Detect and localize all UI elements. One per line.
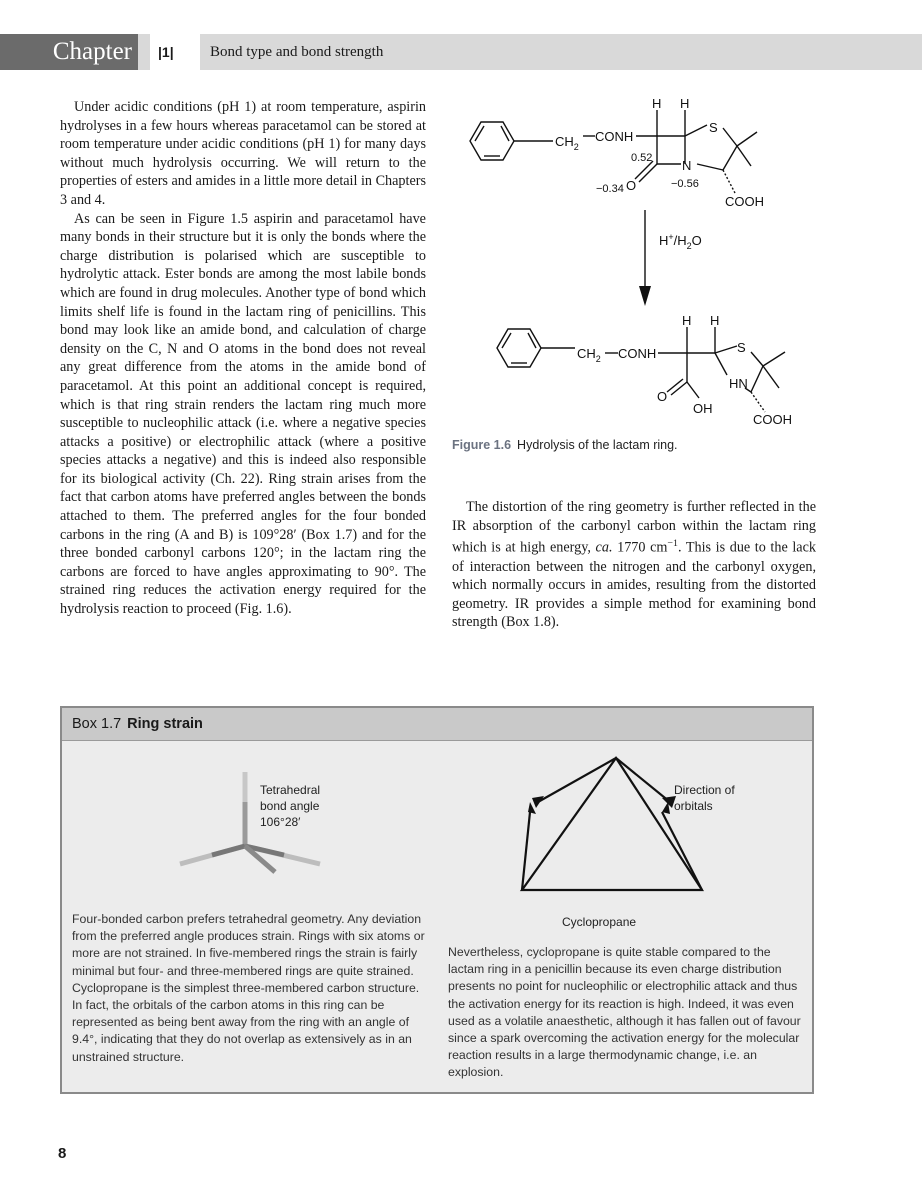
paragraph: As can be seen in Figure 1.5 aspirin and paracetamol have many bonds in their structure but it is only the bonds where the charge distribution is polarised which are susceptible to hydrolytic attack. Ester bonds are among the most labile bonds which are found in drug molecules. Another type of bond which limits shelf life is found in the lactam ring of penicillins. This bond may look like an amide bond, and calculation of charge density on the C, N and O atoms in the bond does not reveal any great difference from the atoms in the amide bond of paracetamol. At this point an additional concept is required, which is that ring strain renders the lactam ring much more susceptible to nucleophilic attack (i.e. where a negative species attacks a positive) or electrophilic attack (where a positive species attacks a negative) and this is indeed also responsible for its biological activity (Ch. 22). Ring strain arises from the fact that carbon atoms have preferred angles between the bonds attached to them. The preferred angles for the four bonded carbons in the ring (A and B) is 109°28′ (Box 1.7) and for the three bonded carbonyl carbons 120°; in the lactam ring the carbons are forced to have angles approximating to 90°. The strained ring reduces the activation energy required for the hydrolysis reaction to proceed (Fig. 1.6). bbox=[60, 210, 426, 618]
cyclopropane-label: Cyclopropane bbox=[562, 915, 637, 929]
ch2-label: $CH_2$ bbox=[555, 134, 579, 152]
box-left-text: Four-bonded carbon prefers tetrahedral geometry. Any deviation from the preferred angle produces strain. Rings with six atoms or more are not strained. In five-membered rings the strain is fairly minimal but four- and three-membered rings are quite strained. Cyclopropane is the simplest three-membered carbon structure. In fact, the orbitals of the carbon atoms in this ring can be represented as being bent away from the ring with an angle of 9.4°, indicating that they do not overlap as extensively as in an unstrained structure. bbox=[72, 912, 425, 1064]
page-number: 8 bbox=[58, 1145, 67, 1162]
benzene-ring-top bbox=[470, 122, 514, 160]
figure-caption-text: Hydrolysis of the lactam ring. bbox=[517, 438, 678, 452]
h-label: H bbox=[652, 96, 662, 111]
box-right-text: Nevertheless, cyclopropane is quite stable compared to the lactam ring in a penicillin because its even charge distribution presents no point for nucleophilic or electrophilic attack and thus the activation energy for its reaction is high. Indeed, it was even used as a volatile anaesthetic, although it has fallen out of favour since a spark overcoming the activation energy for the molecular reaction results in a large thermodynamic change, i.e. an explosion. bbox=[448, 945, 801, 1080]
oh-label: OH bbox=[693, 401, 713, 416]
paragraph: The distortion of the ring geometry is further reflected in the IR absorption of the carbonyl carbon within the lactam ring which is at high energy, ca. 1770 $cm^{-1}$. This is due to the lack of interaction between the nitrogen and the carbonyl oxygen, which normally occurs in amides, resulting from the distorted geometry. IR provides a simple method for examining bond strength (Box 1.8). bbox=[452, 499, 816, 631]
charge-label: 0.52 bbox=[631, 152, 653, 164]
tetra-label: bond angle bbox=[260, 799, 320, 813]
o-label: O bbox=[626, 178, 637, 193]
cyclopropane bbox=[522, 758, 702, 890]
orbital-label: orbitals bbox=[674, 799, 713, 813]
tetra-label: 106°28′ bbox=[260, 815, 301, 829]
benzene-ring-bottom bbox=[497, 329, 541, 367]
orbital-label: Direction of bbox=[674, 783, 735, 797]
o-label: O bbox=[657, 389, 668, 404]
h-label: H bbox=[710, 313, 720, 328]
cooh-label: COOH bbox=[725, 194, 764, 209]
chapter-number: |1| bbox=[150, 34, 200, 70]
s-label: S bbox=[709, 120, 718, 135]
s-label: S bbox=[737, 340, 746, 355]
figure-caption-label: Figure 1.6 bbox=[452, 438, 512, 452]
reagent-label: $H^+/H_2O$ bbox=[659, 232, 702, 251]
charge-label: −0.56 bbox=[671, 178, 699, 190]
hn-label: HN bbox=[729, 376, 748, 391]
tetra-label: Tetrahedral bbox=[260, 783, 321, 797]
orbital-arrowhead bbox=[532, 796, 544, 808]
n-label: N bbox=[682, 158, 692, 173]
figure-lactam-hydrolysis bbox=[445, 90, 825, 450]
ch2-label: $CH_2$ bbox=[577, 346, 601, 364]
figure-caption bbox=[452, 438, 678, 452]
h-label: H bbox=[682, 313, 692, 328]
conh-label: CONH bbox=[618, 346, 657, 361]
paragraph: Under acidic conditions (pH 1) at room temperature, aspirin hydrolyses in a few hours whereas paracetamol can be stored at room temperature under acidic conditions (pH 1) for many days without much hydrolysis occurring. We will return to the properties of esters and amides in a little more detail in Chapters 3 and 4. bbox=[60, 99, 427, 208]
chapter-label: Chapter bbox=[0, 34, 138, 70]
charge-label: −0.34 bbox=[596, 183, 624, 195]
box-number: Box 1.7 bbox=[72, 716, 122, 732]
lactam-hydrolysis-diagram bbox=[445, 90, 825, 450]
arrow-head bbox=[639, 286, 651, 306]
header-bar bbox=[0, 34, 922, 70]
cooh-label: COOH bbox=[753, 412, 792, 427]
box-ring-strain bbox=[60, 706, 814, 1094]
conh-label: CONH bbox=[595, 129, 634, 144]
box-title: Ring strain bbox=[127, 716, 203, 732]
left-column bbox=[60, 98, 426, 619]
h-label: H bbox=[680, 96, 690, 111]
right-column bbox=[452, 498, 816, 632]
chapter-title: Bond type and bond strength bbox=[210, 44, 384, 60]
box-header bbox=[62, 708, 812, 741]
